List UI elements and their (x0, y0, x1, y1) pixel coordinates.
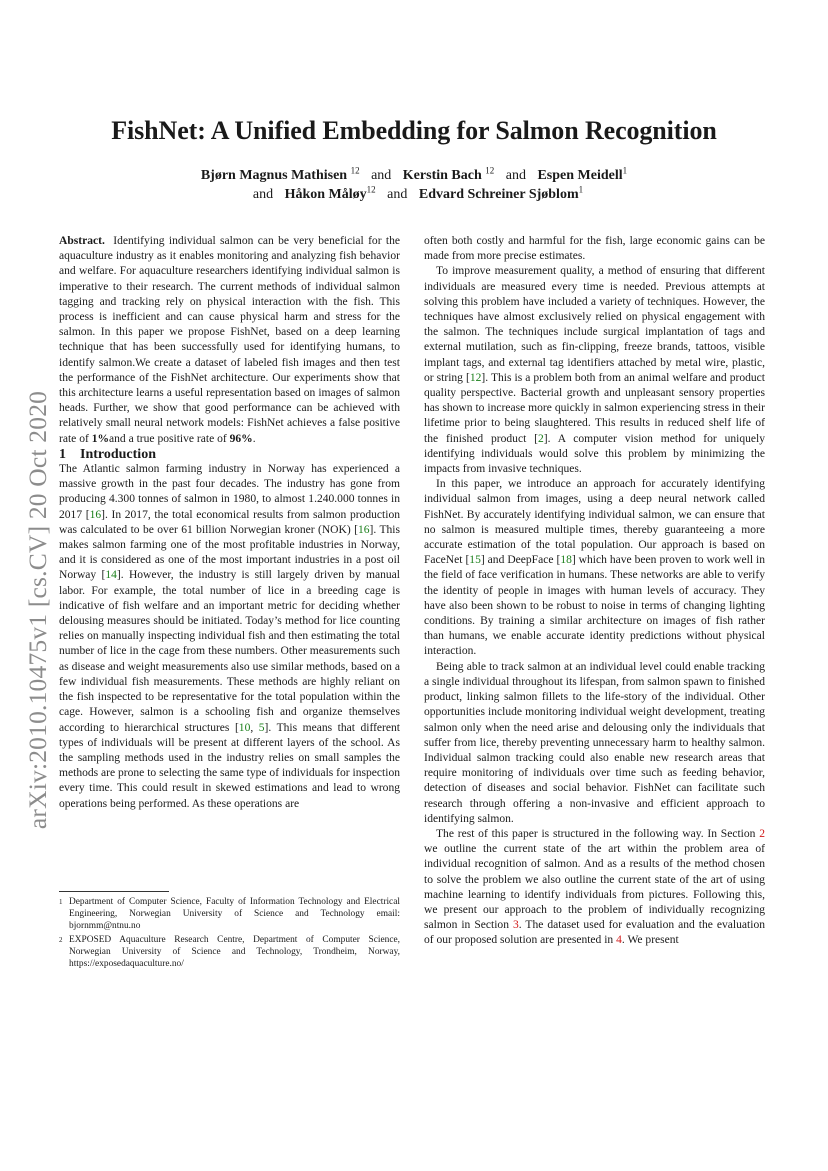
paragraph (424, 477, 765, 659)
abstract-label: Abstract. (59, 235, 105, 247)
abstract-text: and a true positive rate of (109, 432, 230, 445)
footnote-2 (59, 934, 400, 971)
author-name: Håkon Måløy (284, 187, 367, 202)
author-line-2 (60, 185, 768, 204)
arxiv-id-text: arXiv:2010.10475v1 [cs.CV] 20 Oct 2020 (23, 390, 52, 830)
left-column (59, 234, 400, 812)
author-name: Edvard Schreiner Sjøblom (418, 187, 579, 202)
citation-link[interactable]: 12 (469, 371, 482, 384)
citation-link[interactable]: 10 (238, 721, 251, 734)
footnote-text: EXPOSED Aquaculture Research Centre, Department of Computer Science, Norwegian University of Science and Technology, Trondheim, Norway, https://exposedaquaculture.no/ (69, 934, 400, 970)
section-number: 1 (59, 446, 66, 462)
intro-paragraph: The Atlantic salmon farming industry in Norway has experienced a massive growth in the past four decades. The industry has gone from producing 4.300 tonnes of salmon in 1980, to almost 1.240.000 tonnes in 2017 [16]. In 2017, the total economical results from salmon production was calculated to be over 61 billion Norwegian kroner (NOK) [16]. This makes salmon farming one of the most profitable industries in Norway, and it is considered as one of the most important industries in a post oil Norway [14]. However, the industry is still largely driven by manual labor. For example, the total number of lice in a breeding cage is indicative of fish welfare and an important metric for deciding whether delousing measures should be initiated. Today’s method for lice counting relies on manually inspecting individual fish and then estimating the total number of lice in the cage from these numbers. Other measurements such as disease and weight measurements also use similar methods, based on a few individual fish measurements. These methods are highly reliant on the fish inspected to be representative for the total population within the cage. However, salmon is a schooling fish and organize themselves according to hierarchical structures [10, 5]. This means that different types of individuals will be present at different layers of the school. As the sampling methods used in the industry relies on small samples the methods are prone to selecting the same type of individuals for inspection every time. This could result in skewed estimations and lead to wrong operations being performed. As these operations are (59, 463, 400, 810)
section-ref-link[interactable]: 3 (512, 919, 519, 932)
paragraph-text: In this paper, we introduce an approach for accurately identifying individual salmon from images, using a deep neural network called FishNet. By accurately identifying individual salmon, we can ensure that no salmon is measured multiple times, thereby guaranteeing a more accurate estimation of the total population. Our approach is based on FaceNet [ (424, 478, 765, 567)
section-ref-link[interactable]: 4 (616, 934, 622, 947)
paragraph-text: To improve measurement quality, a method of ensuring that different individuals are measured every time is needed. Previous attempts at solving this problem have included a variety of techniques. However, the techniques have almost exclusively relied on physical engagement with the salmon. The techniques include surgical implantation of tags and external mutilation, such as fin-clipping, freeze brands, tattoos, visible implant tags, and external tag identifiers attached by metal wire, plastic, or string [ (424, 265, 765, 384)
footnote-divider (59, 891, 169, 892)
paper-title: FishNet: A Unified Embedding for Salmon Recognition (111, 116, 717, 145)
footnote-1 (59, 896, 400, 933)
author-affiliation: 1 (578, 184, 584, 195)
citation-link[interactable]: 18 (560, 554, 572, 567)
paragraph (424, 827, 765, 949)
abstract (59, 234, 400, 447)
paragraph-text: ]. In 2017, the total economical results from salmon production was calculated to be over 61 billion Norwegian kroner (NOK) [ (59, 508, 400, 536)
author-list (60, 166, 768, 204)
paragraph-text: The Atlantic salmon farming industry in Norway has experienced a massive growth in the past four decades. The industry has gone from producing 4.300 tonnes of salmon in 1980, to almost 1.240.000 tonnes in 2017 [ (59, 463, 400, 521)
paragraph-text: ]. This means that different types of individuals will be present at different layers of the school. As the sampling methods used in the industry relies on small samples the methods are prone to selecting the same type of individuals for inspection every time. This could result in skewed estimations and lead to wrong operations being performed. As these operations are (59, 721, 400, 810)
citation-link[interactable]: 15 (469, 554, 481, 567)
paragraph-text: ]. A computer vision method for uniquely identifying individuals would solve this problem by minimizing the impacts from invasive techniques. (424, 432, 765, 476)
author-name: Espen Meidell (537, 168, 623, 183)
paragraph: Being able to track salmon at an individual level could enable tracking a single individual throughout its lifespan, from salmon spawn to finished product, linking salmon fillets to the life-story of the individual. Other opportunities include monitoring individual weight development, treating salmon only when the need arise and delousing only the individuals that suffer from lice, thereby preventing unnecessary harm to healthy salmon. Individual salmon tracking could also enable new research areas that require monitoring of individuals over time such as feeding behavior, detection of diseases and social behavior. FishNet can facilitate such research through offering a non-invasive and efficient approach to identifying salmon. (424, 660, 765, 825)
author-separator: and (371, 168, 392, 183)
footnote-text: Department of Computer Science, Faculty of Information Technology and Electrical Engineering, Norwegian University of Science and Technology email: bjornmm@ntnu.no (69, 897, 400, 932)
paragraph-text: ] which have been proven to work well in the field of face verification in humans. These networks are able to verify the identity of people in images with human levels of accuracy. They have also been shown to be robust to noise in terms of changing lighting conditions. By training a similar architecture on images of fish rather than humans, we enable accurate identity predictions without physical interaction. (424, 554, 765, 658)
paragraph-text: ] and DeepFace [ (480, 554, 561, 567)
abstract-fpr: 1% (91, 432, 110, 445)
paragraph-text: The rest of this paper is structured in the following way. In Section (436, 827, 760, 840)
citation-link[interactable]: 16 (89, 508, 102, 521)
citation-link[interactable]: 5 (258, 721, 265, 734)
paragraph-text: ]. This makes salmon farming one of the most profitable industries in Norway, and it is considered as one of the most important industries in a post oil Norway [ (59, 523, 400, 582)
paragraph-continuation: often both costly and harmful for the fish, large economic gains can be made from more precise estimates. (424, 235, 765, 263)
paragraph-text: ]. This is a problem both from an animal welfare and product quality perspective. Bacterial growth and unpleasant sensory properties has shown to increase more quickly in salmon experiencing stress in their lifetime prior to being slaughtered. This results in reduced shelf life of the finished product [ (424, 371, 765, 445)
abstract-tpr: 96% (229, 432, 253, 445)
arxiv-identifier-stamp (14, 360, 62, 860)
right-column (424, 234, 765, 949)
section-heading-introduction (59, 447, 400, 462)
section-title: Introduction (80, 446, 156, 462)
paragraph-text: . The dataset used for evaluation and the evaluation of our proposed solution are presented in (424, 919, 765, 947)
citation-link[interactable]: 16 (357, 523, 370, 536)
paragraph-text: we outline the current state of the art within the problem area of individual recognition of salmon. And as a results of the method chosen to solve the problem we also outline the current state of the art of using machine learning to identify individuals from pictures. Following this, we present our approach to the problem of individually recognizing salmon in Section (424, 843, 765, 932)
section-ref-link[interactable]: 2 (759, 827, 765, 840)
author-affiliation: 12 (350, 165, 360, 176)
abstract-text: Identifying individual salmon can be very beneficial for the aquaculture industry as it enables monitoring and analyzing fish behavior and welfare. For aquaculture researchers identifying individual salmon is imperative to their research. The current methods of individual salmon tagging and tracking rely on physical interaction with the fish. This process is inefficient and can cause physical harm and stress for the salmon. In this paper we propose FishNet, based on a deep learning technique that has been successfully used for identifying humans, to identify salmon.We create a dataset of labeled fish images and then test the performance of the FishNet architecture. Our experiments show that this architecture learns a useful representation based on images of salmon heads. Further, we show that good performance can be achieved with relatively small neural network models: FishNet achieves a false positive rate of (59, 235, 401, 445)
footnote-mark: 2 (59, 935, 63, 944)
footnotes (59, 896, 400, 971)
paragraph (424, 264, 765, 477)
paragraph-text: ]. However, the industry is still largely driven by manual labor. For example, the total number of lice in a breeding cage is indicative of fish welfare and an important metric for deciding whether delousing measures should be initiated. Today’s method for lice counting relies on manually inspecting individual fish and then estimating the total number of lice in the cage from these numbers. Other measurements such as disease and weight measurements also use similar methods, based on a few individual fish measurements. These methods are highly reliant on the fish inspected to be representative for the total population within the cage. However, salmon is a schooling fish and organize themselves according to hierarchical structures [ (59, 569, 400, 734)
author-line-1 (60, 166, 768, 185)
paragraph-text: . We present (621, 934, 679, 947)
abstract-text: . (252, 432, 256, 445)
author-name: Bjørn Magnus Mathisen (200, 168, 348, 183)
author-affiliation: 12 (485, 165, 495, 176)
author-separator: and (252, 187, 274, 202)
footnote-mark: 1 (59, 898, 63, 906)
author-separator: and (387, 187, 408, 202)
author-separator: and (505, 168, 526, 183)
author-name: Kerstin Bach (402, 168, 482, 183)
citation-link[interactable]: 2 (537, 432, 544, 445)
author-affiliation: 1 (622, 165, 628, 176)
citation-link[interactable]: 14 (105, 569, 117, 582)
author-affiliation: 12 (366, 184, 376, 195)
